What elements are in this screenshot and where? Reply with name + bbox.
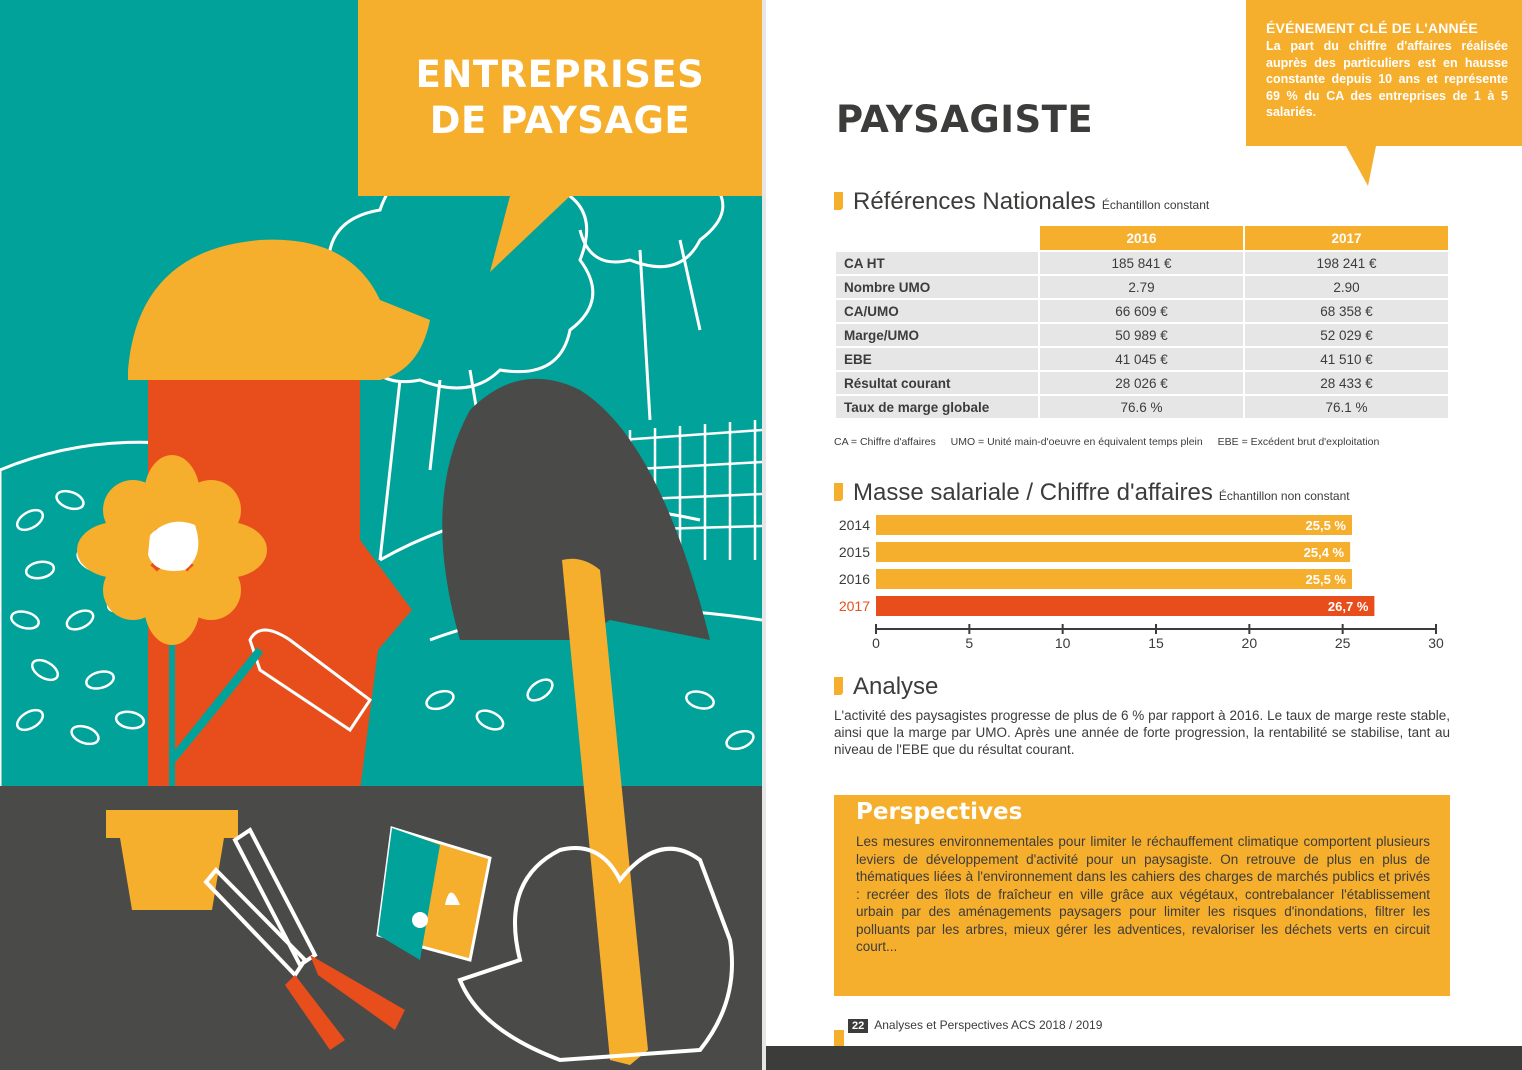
- bar-value-label: 26,7 %: [1327, 599, 1369, 614]
- references-sub: Échantillon constant: [1101, 198, 1210, 212]
- key-event-title: ÉVÉNEMENT CLÉ DE L'ANNÉE: [1266, 20, 1478, 36]
- row-label: Résultat courant: [836, 372, 1038, 394]
- cell-2017: 28 433 €: [1245, 372, 1448, 394]
- references-table: [834, 224, 1450, 420]
- legend-ebe: EBE = Excédent brut d'exploitation: [1217, 436, 1380, 448]
- cover-title-line1: ENTREPRISES: [415, 53, 705, 96]
- legend-ca: CA = Chiffre d'affaires: [834, 436, 936, 448]
- x-tick-label: 30: [1428, 635, 1444, 651]
- bar-category-label: 2015: [838, 544, 870, 560]
- table-row: [836, 252, 1448, 274]
- cell-2017: 2.90: [1245, 276, 1448, 298]
- legend-umo: UMO = Unité main-d'oeuvre en équivalent temps plein: [950, 436, 1203, 448]
- references-heading: [834, 188, 1209, 216]
- x-tick-label: 0: [872, 635, 880, 651]
- bar: [876, 515, 1352, 535]
- cell-2017: 198 241 €: [1245, 252, 1448, 274]
- perspectives-text: Les mesures environnementales pour limiter le réchauffement climatique comportent plusieurs leviers de développement d'activité pour un paysagiste. On retrouve de plus en plus de thématiques liées à l'environnement dans les cahiers des charges de marchés publics et privés : recréer des îlots de fraîcheur en ville grâce aux végétaux, contrebalancer l'établissement urbain par des aménagements paysagers pour limiter les risques d'inondations, filtrer les polluants par les arbres, mieux gérer les adventices, revaloriser les déchets verts en circuit court...: [856, 834, 1430, 954]
- cell-2017: 41 510 €: [1245, 348, 1448, 370]
- cell-2017: 76.1 %: [1245, 396, 1448, 418]
- table-row: [836, 276, 1448, 298]
- analyse-text: L'activité des paysagistes progresse de plus de 6 % par rapport à 2016. Le taux de marge reste stable, ainsi que la marge par UMO. Après une année de forte progression, la rentabilité se stabilise, tant au niveau de l'EBE que du résultat courant.: [834, 708, 1450, 757]
- footer-text: Analyses et Perspectives ACS 2018 / 2019: [874, 1018, 1103, 1032]
- footer-bar: [766, 1046, 1522, 1070]
- key-event-text: La part du chiffre d'affaires réalisée auprès des particuliers est en hausse constante depuis 10 ans et représente 69 % du CA des entreprises de 1 à 5 salariés.: [1266, 39, 1508, 119]
- cell-2016: 50 989 €: [1040, 324, 1243, 346]
- bar-value-label: 25,5 %: [1305, 572, 1346, 587]
- table-row: [836, 396, 1448, 418]
- cell-2016: 28 026 €: [1040, 372, 1243, 394]
- cell-2016: 41 045 €: [1040, 348, 1243, 370]
- cell-2016: 76.6 %: [1040, 396, 1243, 418]
- perspectives-title: Perspectives: [856, 799, 1023, 825]
- row-label: Taux de marge globale: [836, 396, 1038, 418]
- masse-heading: [834, 479, 1350, 507]
- table-row: [836, 348, 1448, 370]
- row-label: CA/UMO: [836, 300, 1038, 322]
- bar: [876, 596, 1374, 616]
- masse-heading-text: Masse salariale / Chiffre d'affaires: [853, 479, 1213, 506]
- cell-2016: 185 841 €: [1040, 252, 1243, 274]
- page-title: PAYSAGISTE: [836, 98, 1094, 141]
- analyse-heading: [834, 673, 938, 701]
- table-header-blank: [836, 226, 1038, 250]
- row-label: Marge/UMO: [836, 324, 1038, 346]
- bar-value-label: 25,4 %: [1303, 545, 1345, 560]
- table-header-2016: 2016: [1040, 226, 1243, 250]
- cover-title-line2: DE PAYSAGE: [429, 99, 691, 142]
- content-page: [766, 0, 1522, 1070]
- references-heading-text: Références Nationales: [853, 188, 1096, 215]
- bar: [876, 569, 1352, 589]
- page-number: 22: [848, 1019, 868, 1033]
- table-row: [836, 300, 1448, 322]
- bar-category-label: 2017: [838, 598, 870, 614]
- bar-value-label: 25,5 %: [1305, 518, 1346, 533]
- row-label: EBE: [836, 348, 1038, 370]
- row-label: CA HT: [836, 252, 1038, 274]
- key-event-callout: [1246, 0, 1522, 186]
- table-legend: [834, 436, 1391, 448]
- cell-2017: 68 358 €: [1245, 300, 1448, 322]
- masse-salariale-chart: [826, 510, 1466, 660]
- bar: [876, 542, 1350, 562]
- x-tick-label: 25: [1334, 635, 1351, 651]
- masse-sub: Échantillon non constant: [1218, 489, 1350, 503]
- bar-category-label: 2014: [838, 517, 870, 533]
- section-marker-icon: [834, 192, 843, 210]
- page-footer: [834, 1018, 1102, 1033]
- table-header-row: [836, 226, 1448, 250]
- cover-title: [358, 52, 762, 144]
- perspectives-box: [834, 795, 1450, 996]
- table-header-2017: 2017: [1245, 226, 1448, 250]
- table-row: [836, 372, 1448, 394]
- table-row: [836, 324, 1448, 346]
- x-tick-label: 5: [965, 635, 974, 651]
- x-tick-label: 20: [1241, 635, 1258, 651]
- x-tick-label: 15: [1148, 635, 1164, 651]
- section-marker-icon: [834, 677, 843, 695]
- cell-2016: 2.79: [1040, 276, 1243, 298]
- bar-category-label: 2016: [838, 571, 870, 587]
- analyse-heading-text: Analyse: [853, 673, 939, 700]
- cell-2017: 52 029 €: [1245, 324, 1448, 346]
- cell-2016: 66 609 €: [1040, 300, 1243, 322]
- x-tick-label: 10: [1054, 635, 1071, 651]
- section-marker-icon: [834, 483, 843, 501]
- row-label: Nombre UMO: [836, 276, 1038, 298]
